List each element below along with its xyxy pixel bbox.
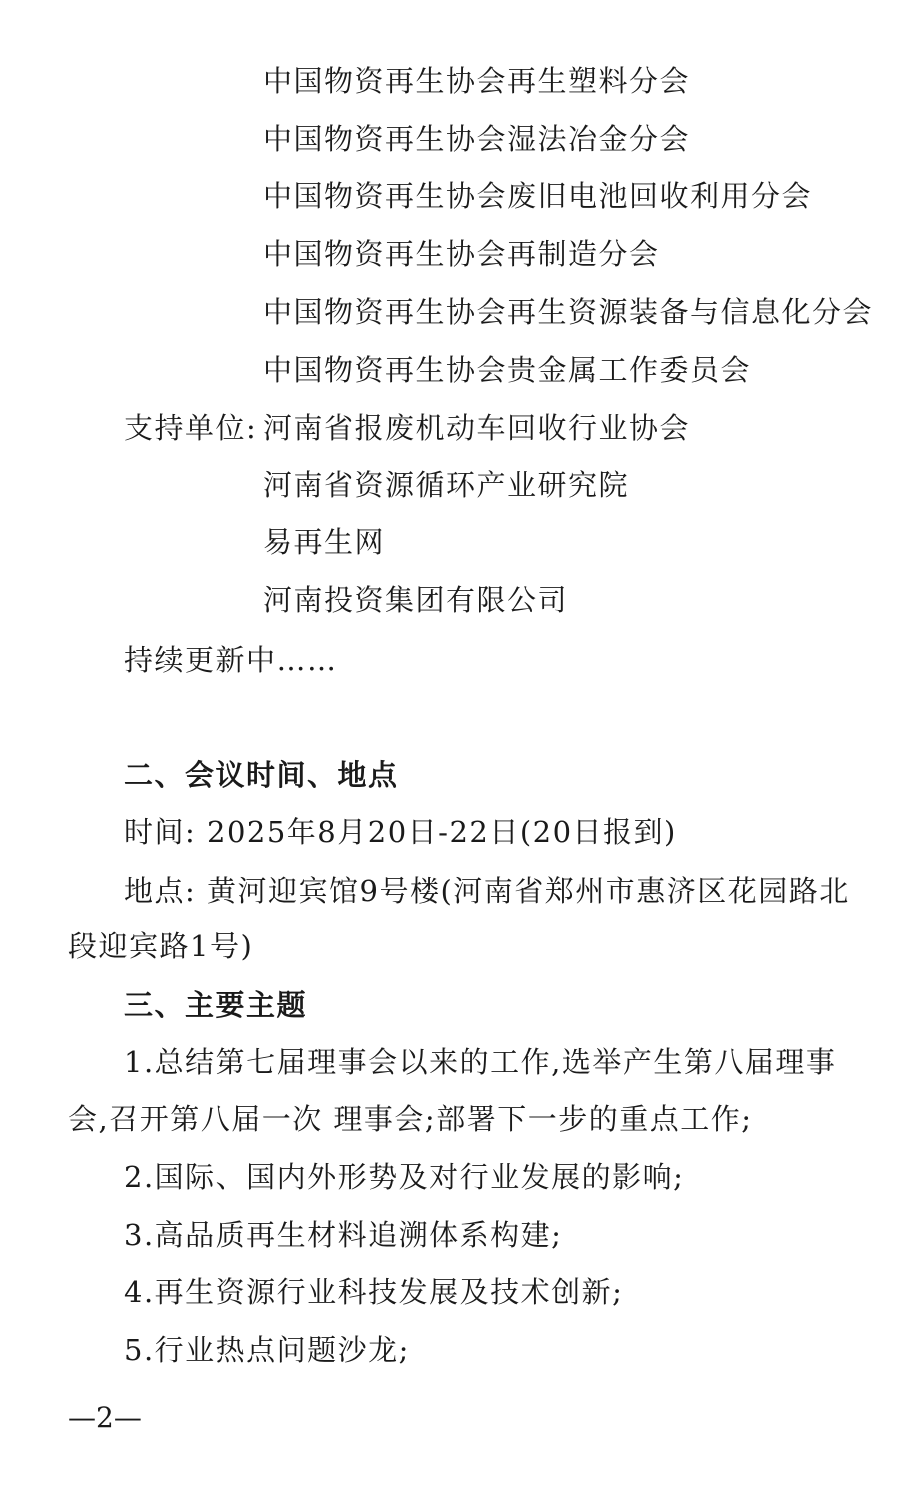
organizer-item: 中国物资再生协会废旧电池回收利用分会 <box>263 179 813 213</box>
theme-item: 2.国际、国内外形势及对行业发展的影响; <box>124 1160 685 1194</box>
support-item: 易再生网 <box>263 525 386 559</box>
meeting-place: 地点: 黄河迎宾馆9号楼(河南省郑州市惠济区花园路北 <box>124 874 850 908</box>
section-heading-themes: 三、主要主题 <box>124 988 308 1022</box>
theme-item-cont: 会,召开第八届一次 理事会;部署下一步的重点工作; <box>68 1102 753 1136</box>
support-item: 河南省资源循环产业研究院 <box>263 468 630 502</box>
meeting-place-cont: 段迎宾路1号) <box>68 929 254 963</box>
updating-note: 持续更新中…… <box>124 643 338 677</box>
organizer-item: 中国物资再生协会再生塑料分会 <box>263 64 691 98</box>
section-heading-time-place: 二、会议时间、地点 <box>124 758 399 792</box>
organizer-item: 中国物资再生协会贵金属工作委员会 <box>263 353 752 387</box>
support-item: 河南省报废机动车回收行业协会 <box>263 411 691 445</box>
theme-item: 1.总结第七届理事会以来的工作,选举产生第八届理事 <box>124 1045 837 1079</box>
theme-item: 5.行业热点问题沙龙; <box>124 1333 410 1367</box>
support-item: 河南投资集团有限公司 <box>263 583 569 617</box>
support-label: 支持单位: <box>124 411 258 445</box>
page-number: —2— <box>68 1401 142 1434</box>
meeting-time: 时间: 2025年8月20日-22日(20日报到) <box>124 815 677 849</box>
theme-item: 3.高品质再生材料追溯体系构建; <box>124 1218 563 1252</box>
organizer-item: 中国物资再生协会再生资源装备与信息化分会 <box>263 295 874 329</box>
organizer-item: 中国物资再生协会湿法冶金分会 <box>263 122 691 156</box>
theme-item: 4.再生资源行业科技发展及技术创新; <box>124 1275 624 1309</box>
organizer-item: 中国物资再生协会再制造分会 <box>263 237 660 271</box>
